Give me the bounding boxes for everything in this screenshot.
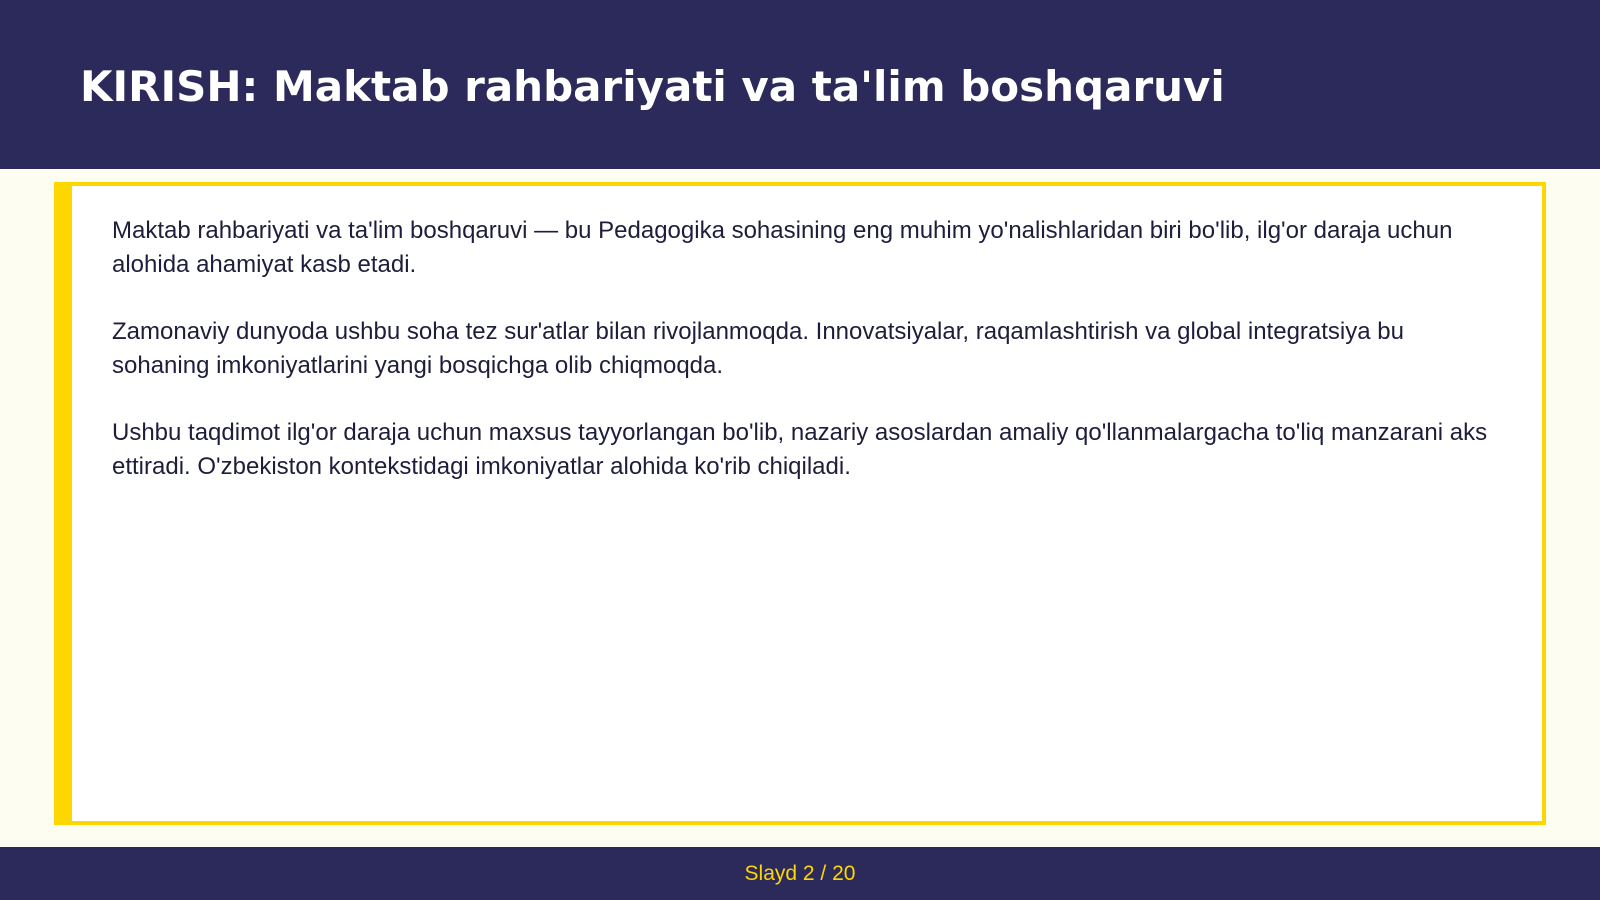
slide-title: KIRISH: Maktab rahbariyati va ta'lim boshqaruvi <box>80 62 1225 111</box>
slide-footer <box>0 847 1600 900</box>
content-paragraph: Ushbu taqdimot ilg'or daraja uchun maxsus tayyorlangan bo'lib, nazariy asoslardan amaliy qo'llanmalargacha to'liq manzarani aks ettiradi. O'zbekiston kontekstidagi imkoniyatlar alohida ko'rib chiqiladi. <box>112 419 1488 480</box>
slide-counter: Slayd 2 / 20 <box>744 861 856 885</box>
content-paragraph: Zamonaviy dunyoda ushbu soha tez sur'atlar bilan rivojlanmoqda. Innovatsiyalar, raqamlashtirish va global integratsiya bu sohaning imkoniyatlarini yangi bosqichga olib chiqmoqda. <box>112 318 1404 379</box>
content-box <box>54 182 1546 825</box>
content-text <box>112 214 1492 517</box>
content-paragraph: Maktab rahbariyati va ta'lim boshqaruvi — bu Pedagogika sohasining eng muhim yo'nalishlaridan biri bo'lib, ilg'or daraja uchun alohida ahamiyat kasb etadi. <box>112 217 1453 278</box>
slide-header <box>0 0 1600 169</box>
